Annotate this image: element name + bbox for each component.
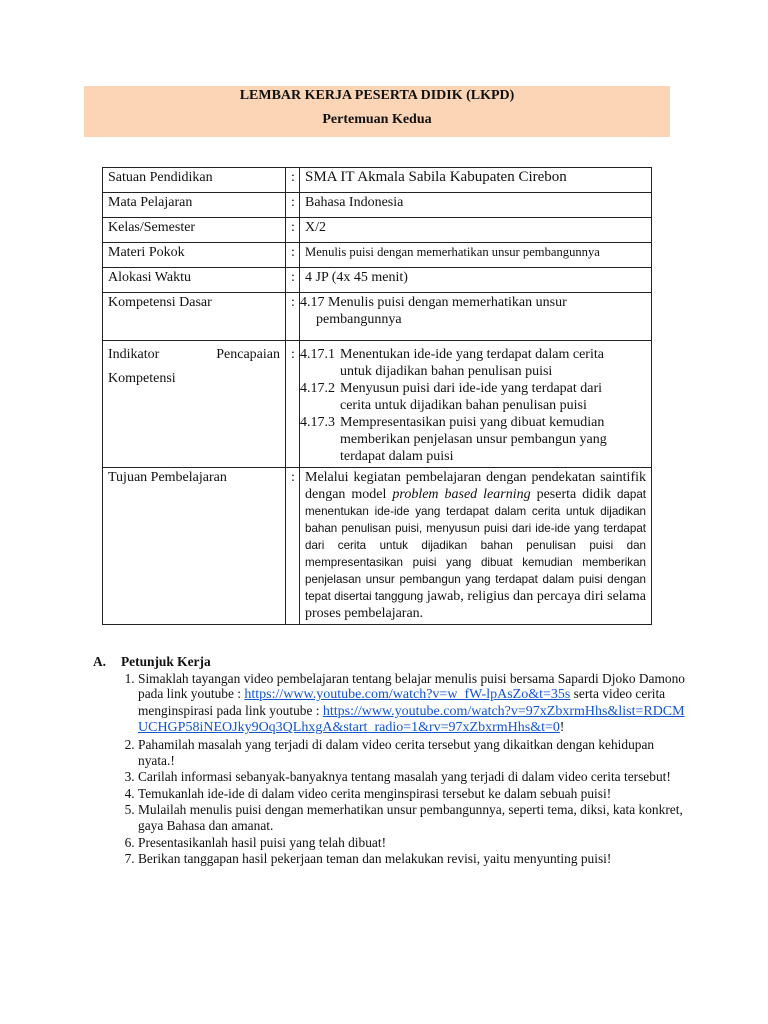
header-band [84, 86, 670, 137]
section-petunjuk-kerja [93, 654, 693, 868]
instruction-list [93, 671, 693, 867]
row-value: X/2 [300, 218, 652, 243]
youtube-link-inspirasi[interactable]: https://www.youtube.com/watch?v=97xZbxrmHhs&list=RDCMUCHGP58iNEOJky9Oq3QLhxgA&start_radio=1&rv=97xZbxrmHhs&t=0 [138, 703, 685, 736]
indicator-label-word: Pencapaian [216, 347, 280, 362]
indicator-number: 4.17.2 [300, 381, 335, 396]
row-label [103, 341, 286, 468]
indicator-number: 4.17.1 [300, 347, 335, 362]
table-row [103, 168, 652, 193]
table-row [103, 293, 652, 341]
table-row [103, 268, 652, 293]
list-item: 3. Carilah informasi sebanyak-banyaknya tentang masalah yang terjadi di dalam video cerita tersebut! [138, 769, 693, 785]
row-value [300, 341, 652, 468]
indicator-item [300, 346, 646, 363]
objective-text-sans: dapat menentukan ide-ide yang terdapat dalam cerita untuk dijadikan bahan penulisan puisi, menyusun puisi dari ide-ide yang terdapat dari cerita untuk dijadikan bahan penulisan puisi dan mempresentasikan puisi yang dibuat kemudian memberikan penjelasan unsur pembangun yang terdapat dalam puisi dengan tepat disertai tanggung [305, 488, 646, 603]
indicator-label-line: Kompetensi [108, 371, 176, 386]
section-title: Petunjuk Kerja [121, 654, 211, 669]
row-colon: : [286, 293, 300, 341]
step-text: serta video cerita menginspirasi pada link youtube : [138, 686, 666, 718]
list-item: 7. Berikan tanggapan hasil pekerjaan teman dan melakukan revisi, yaitu menyunting puisi! [138, 851, 693, 867]
section-letter: A. [93, 654, 107, 669]
indicator-item [300, 380, 646, 397]
row-colon: : [286, 341, 300, 468]
row-colon: : [286, 268, 300, 293]
indicator-label-word: Indikator [108, 347, 160, 362]
objective-text: peserta didik [530, 487, 617, 502]
row-colon: : [286, 168, 300, 193]
list-item: 6. Presentasikanlah hasil puisi yang telah dibuat! [138, 835, 693, 851]
row-value: 4 JP (4x 45 menit) [300, 268, 652, 293]
row-colon: : [286, 468, 300, 625]
row-value: SMA IT Akmala Sabila Kabupaten Cirebon [300, 168, 652, 193]
objective-text: jawab, religius dan percaya diri selama proses pembelajaran. [305, 589, 646, 621]
indicator-text-cont: memberikan penjelasan unsur pembangun yang [340, 432, 607, 447]
list-item: 4. Temukanlah ide-ide di dalam video cerita menginspirasi tersebut ke dalam sebuah puisi! [138, 786, 693, 802]
objective-text: Melalui kegiatan pembelajaran dengan pendekatan saintifik dengan model [305, 470, 646, 502]
row-colon: : [286, 243, 300, 268]
list-item [138, 671, 693, 736]
section-heading [93, 654, 693, 670]
row-value [300, 468, 652, 625]
indicator-text-cont: untuk dijadikan bahan penulisan puisi [340, 364, 553, 379]
indicator-text: Menentukan ide-ide yang terdapat dalam cerita [340, 347, 604, 362]
indicator-text-cont: terdapat dalam puisi [340, 449, 454, 464]
identity-table [102, 167, 652, 625]
step-text: Simaklah tayangan video pembelajaran tentang belajar menulis puisi bersama Sapardi Djoko Damono pada link youtube : [138, 670, 685, 702]
table-row [103, 243, 652, 268]
objective-model: problem based learning [392, 487, 531, 502]
indicator-text-cont: cerita untuk dijadikan bahan penulisan puisi [340, 398, 587, 413]
row-label: Kelas/Semester [103, 218, 286, 243]
row-colon: : [286, 193, 300, 218]
kd-line-1: 4.17 Menulis puisi dengan memerhatikan unsur [300, 295, 567, 310]
row-value: Bahasa Indonesia [300, 193, 652, 218]
table-row [103, 193, 652, 218]
row-label: Tujuan Pembelajaran [103, 468, 286, 625]
row-label: Kompetensi Dasar [103, 293, 286, 341]
row-label: Alokasi Waktu [103, 268, 286, 293]
row-value: Menulis puisi dengan memerhatikan unsur pembangunnya [300, 243, 652, 268]
document-title: LEMBAR KERJA PESERTA DIDIK (LKPD) [239, 88, 515, 103]
row-label: Satuan Pendidikan [103, 168, 286, 193]
row-colon: : [286, 218, 300, 243]
row-label: Materi Pokok [103, 243, 286, 268]
indicator-item [300, 414, 646, 431]
list-item: 2. Pahamilah masalah yang terjadi di dalam video cerita tersebut yang dikaitkan dengan kehidupan nyata.! [138, 737, 693, 768]
document-subtitle: Pertemuan Kedua [322, 112, 432, 127]
table-row [103, 218, 652, 243]
list-item: 5. Mulailah menulis puisi dengan memerhatikan unsur pembangunnya, seperti tema, diksi, kata konkret, gaya Bahasa dan amanat. [138, 802, 693, 833]
indicator-number: 4.17.3 [300, 415, 335, 430]
step-text: ! [559, 719, 565, 735]
youtube-link-sapardi[interactable]: https://www.youtube.com/watch?v=w_fW-lpAsZo&t=35s [244, 687, 571, 703]
kd-line-2: pembangunnya [316, 312, 402, 327]
indicator-text: Mempresentasikan puisi yang dibuat kemudian [340, 415, 605, 430]
table-row [103, 468, 652, 625]
table-row [103, 341, 652, 468]
row-label: Mata Pelajaran [103, 193, 286, 218]
indicator-text: Menyusun puisi dari ide-ide yang terdapat dari [340, 381, 603, 396]
row-value [300, 293, 652, 341]
indicator-label-line [108, 346, 280, 363]
